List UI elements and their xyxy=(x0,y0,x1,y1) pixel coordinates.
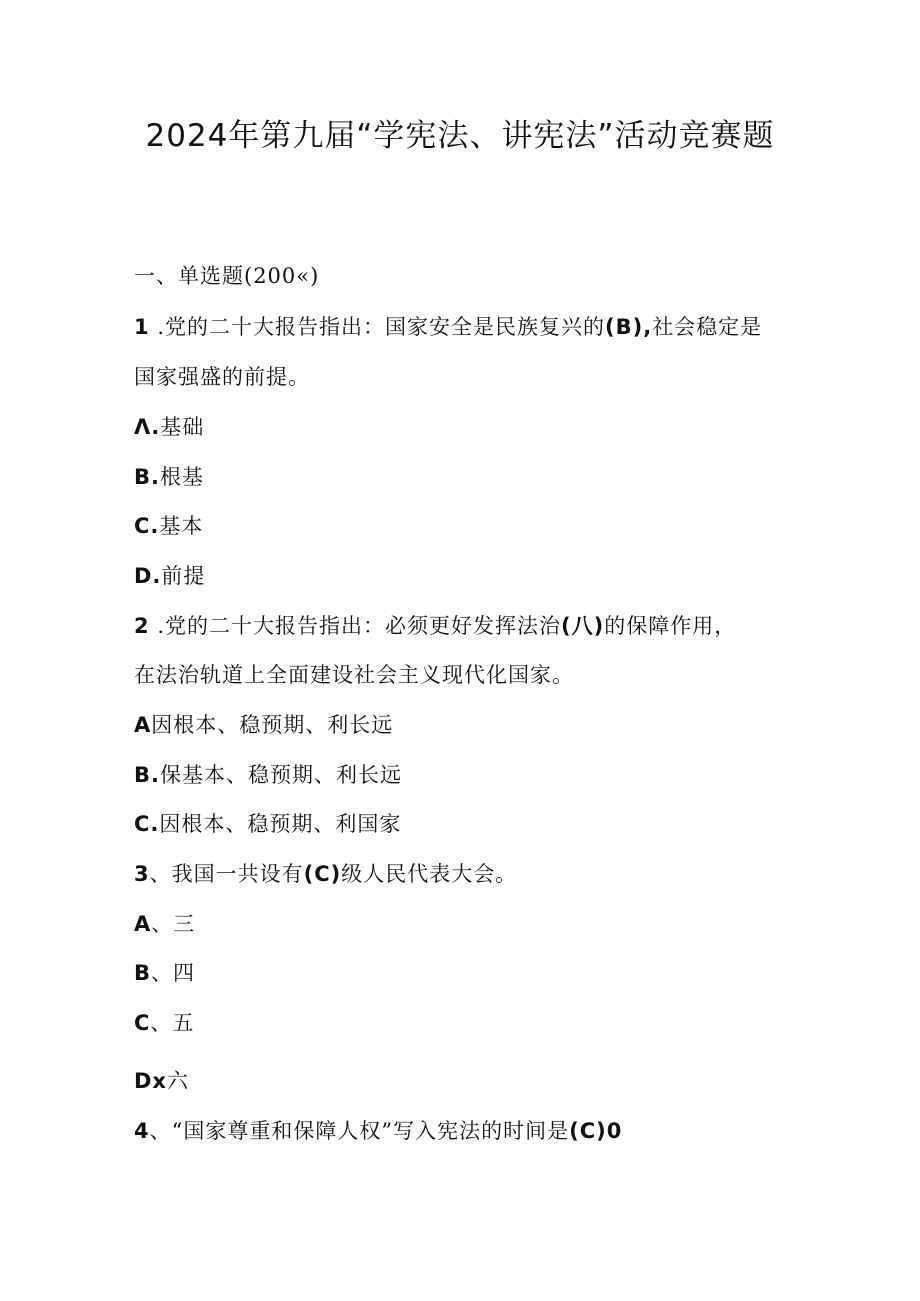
question-2-option-b xyxy=(134,761,402,789)
option-text: 前提 xyxy=(161,564,206,588)
question-4-answer: (C)0 xyxy=(569,1119,623,1143)
document-title: 2024年第九届“学宪法、讲宪法”活动竞赛题 xyxy=(145,118,775,154)
option-key: C xyxy=(134,1011,151,1035)
question-1-option-d xyxy=(134,562,205,590)
question-1-option-a xyxy=(134,413,204,441)
option-text: 因根本、稳预期、利长远 xyxy=(151,713,394,737)
question-3-text-cont: 级人民代表大会。 xyxy=(341,862,518,886)
question-3-line-1 xyxy=(134,860,517,888)
question-2-text: .党的二十大报告指出：必须更好发挥法治 xyxy=(157,614,561,638)
question-1-number: 1 xyxy=(134,315,150,339)
question-4-number: 4 xyxy=(134,1119,150,1143)
option-text: 基础 xyxy=(160,415,205,439)
option-key: B. xyxy=(134,763,160,787)
question-2-option-c xyxy=(134,810,401,838)
question-2-number: 2 xyxy=(134,614,150,638)
question-3-option-b xyxy=(134,959,195,987)
option-key: C. xyxy=(134,514,160,538)
option-key: Dx xyxy=(134,1069,167,1093)
question-1-option-b xyxy=(134,463,204,491)
question-4-line-1 xyxy=(134,1117,622,1145)
question-3-text: 、我国一共设有 xyxy=(149,862,304,886)
option-key: D. xyxy=(134,564,162,588)
question-3-answer: (C) xyxy=(303,862,342,886)
option-text: 基本 xyxy=(159,514,204,538)
option-key: B xyxy=(134,961,152,985)
question-1-text: .党的二十大报告指出：国家安全是民族复兴的 xyxy=(157,315,605,339)
question-2-line-2: 在法治轨道上全面建设社会主义现代化国家。 xyxy=(134,663,574,687)
question-2-text-cont: 的保障作用， xyxy=(604,614,737,638)
question-3-option-c xyxy=(134,1009,194,1037)
question-1-line-2: 国家强盛的前提。 xyxy=(134,365,310,389)
question-2-option-a xyxy=(134,711,393,739)
option-text: 、四 xyxy=(151,961,196,985)
question-3-option-d xyxy=(134,1067,189,1095)
option-text: 、五 xyxy=(150,1011,195,1035)
section-heading: 一、单选题(200«) xyxy=(134,264,320,288)
question-2-line-1 xyxy=(134,612,736,640)
option-key: Λ. xyxy=(134,415,161,439)
question-1-line-1 xyxy=(134,313,762,341)
question-1-text-cont: 社会稳定是 xyxy=(652,315,763,339)
option-text: 、三 xyxy=(151,912,196,936)
question-3-option-a xyxy=(134,910,195,938)
question-1-option-c xyxy=(134,512,203,540)
option-text: 保基本、稳预期、利长远 xyxy=(159,763,402,787)
option-key: A xyxy=(134,713,152,737)
question-4-text: 、“国家尊重和保障人权”写入宪法的时间是 xyxy=(149,1119,570,1143)
question-2-answer: (八) xyxy=(561,614,605,638)
option-text: 根基 xyxy=(159,465,204,489)
question-1-answer: (B), xyxy=(605,315,653,339)
question-3-number: 3 xyxy=(134,862,150,886)
option-key: A xyxy=(134,912,152,936)
option-key: B. xyxy=(134,465,160,489)
option-text: 六 xyxy=(166,1069,189,1093)
option-text: 因根本、稳预期、利国家 xyxy=(159,812,402,836)
option-key: C. xyxy=(134,812,160,836)
